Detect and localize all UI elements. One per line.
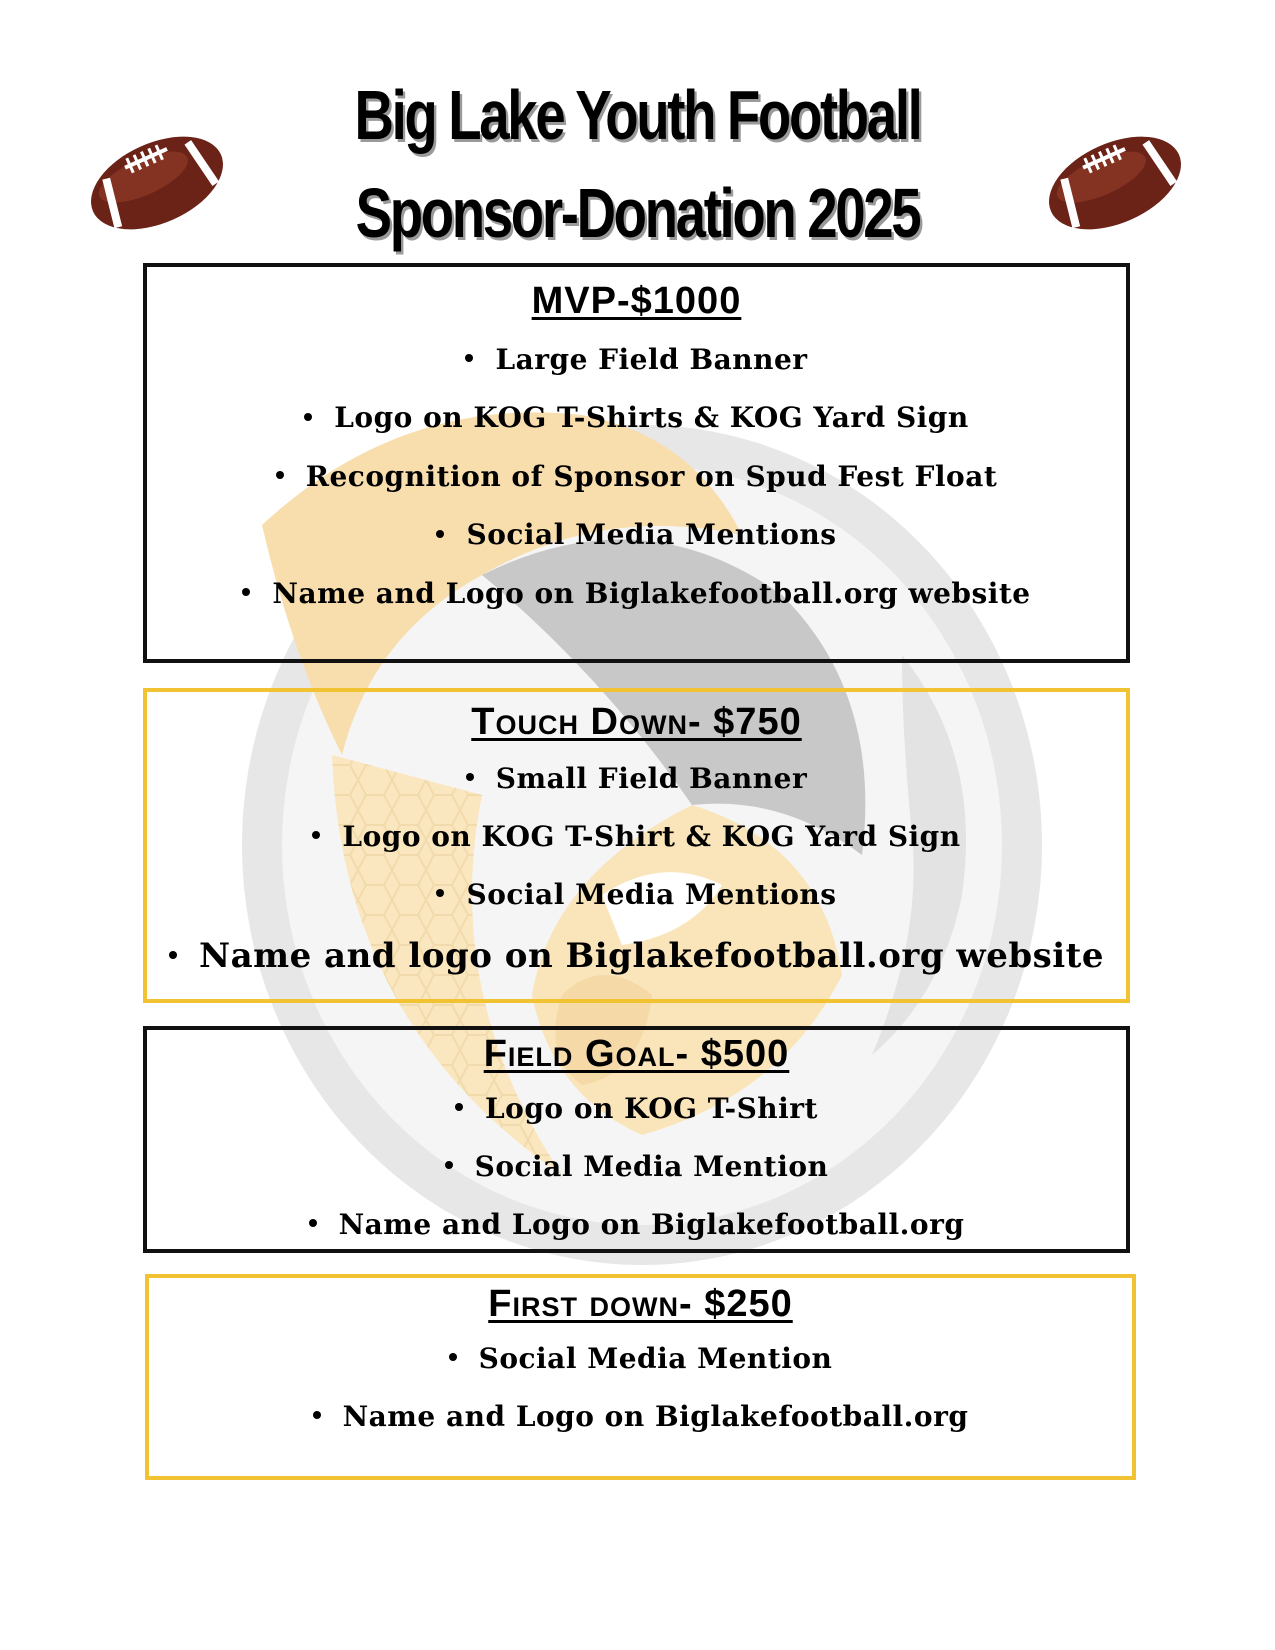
bullet-icon [242,588,250,596]
list-item [147,1080,1126,1138]
list-item-text: Logo on KOG T-Shirt [484,1091,818,1125]
bullet-icon [313,1411,321,1419]
list-item [147,750,1126,808]
list-item-text: Social Media Mention [478,1341,833,1375]
bullet-icon [445,1161,453,1169]
bullet-icon [449,1353,457,1361]
list-item-text: Name and Logo on Biglakefootball.org [342,1399,969,1433]
list-item [147,1138,1126,1196]
tier-benefit-list [149,1330,1132,1446]
bullet-icon [309,1219,317,1227]
tier-fieldgoal-box [143,1026,1130,1253]
tier-mvp-box [143,263,1130,663]
list-item-text: Logo on KOG T-Shirts & KOG Yard Sign [334,401,969,435]
page-title: Big Lake Youth Football [354,76,921,154]
tier-heading: First down- $250 [488,1283,793,1325]
list-item [147,808,1126,866]
bullet-icon [169,951,177,959]
bullet-icon [276,471,284,479]
list-item [147,866,1126,924]
list-item-text: Name and Logo on Biglakefootball.org website [272,576,1031,610]
bullet-icon [312,831,320,839]
tier-benefit-list [147,750,1126,988]
list-item-text: Social Media Mentions [466,518,837,552]
list-item [147,1196,1126,1254]
bullet-icon [455,1103,463,1111]
bullet-icon [436,530,444,538]
list-item [149,1330,1132,1388]
tier-benefit-list [147,331,1126,624]
bullet-icon [465,354,473,362]
list-item [149,1388,1132,1446]
list-item [147,506,1126,565]
list-item [147,448,1126,507]
bullet-icon [304,413,312,421]
list-item-text: Social Media Mention [474,1149,829,1183]
list-item-text: Social Media Mentions [466,877,837,911]
list-item-text: Recognition of Sponsor on Spud Fest Float [305,459,998,493]
list-item-text: Logo on KOG T-Shirt & KOG Yard Sign [342,819,961,853]
list-item [147,565,1126,624]
tier-touchdown-box [143,688,1130,1003]
tier-heading: MVP-$1000 [531,280,742,322]
page-subtitle: Sponsor-Donation 2025 [355,174,920,252]
tier-heading: Touch Down- $750 [471,701,802,743]
list-item-text: Name and Logo on Biglakefootball.org [338,1207,965,1241]
list-item-text: Large Field Banner [495,342,808,376]
bullet-icon [436,889,444,897]
tier-benefit-list [147,1080,1126,1254]
list-item-text: Small Field Banner [495,761,808,795]
list-item [147,389,1126,448]
list-item [147,331,1126,390]
bullet-icon [466,773,474,781]
list-item-text: Name and logo on Biglakefootball.org website [198,935,1105,976]
tier-heading: Field Goal- $500 [483,1033,790,1075]
tier-firstdown-box [145,1274,1136,1480]
list-item [147,924,1126,988]
